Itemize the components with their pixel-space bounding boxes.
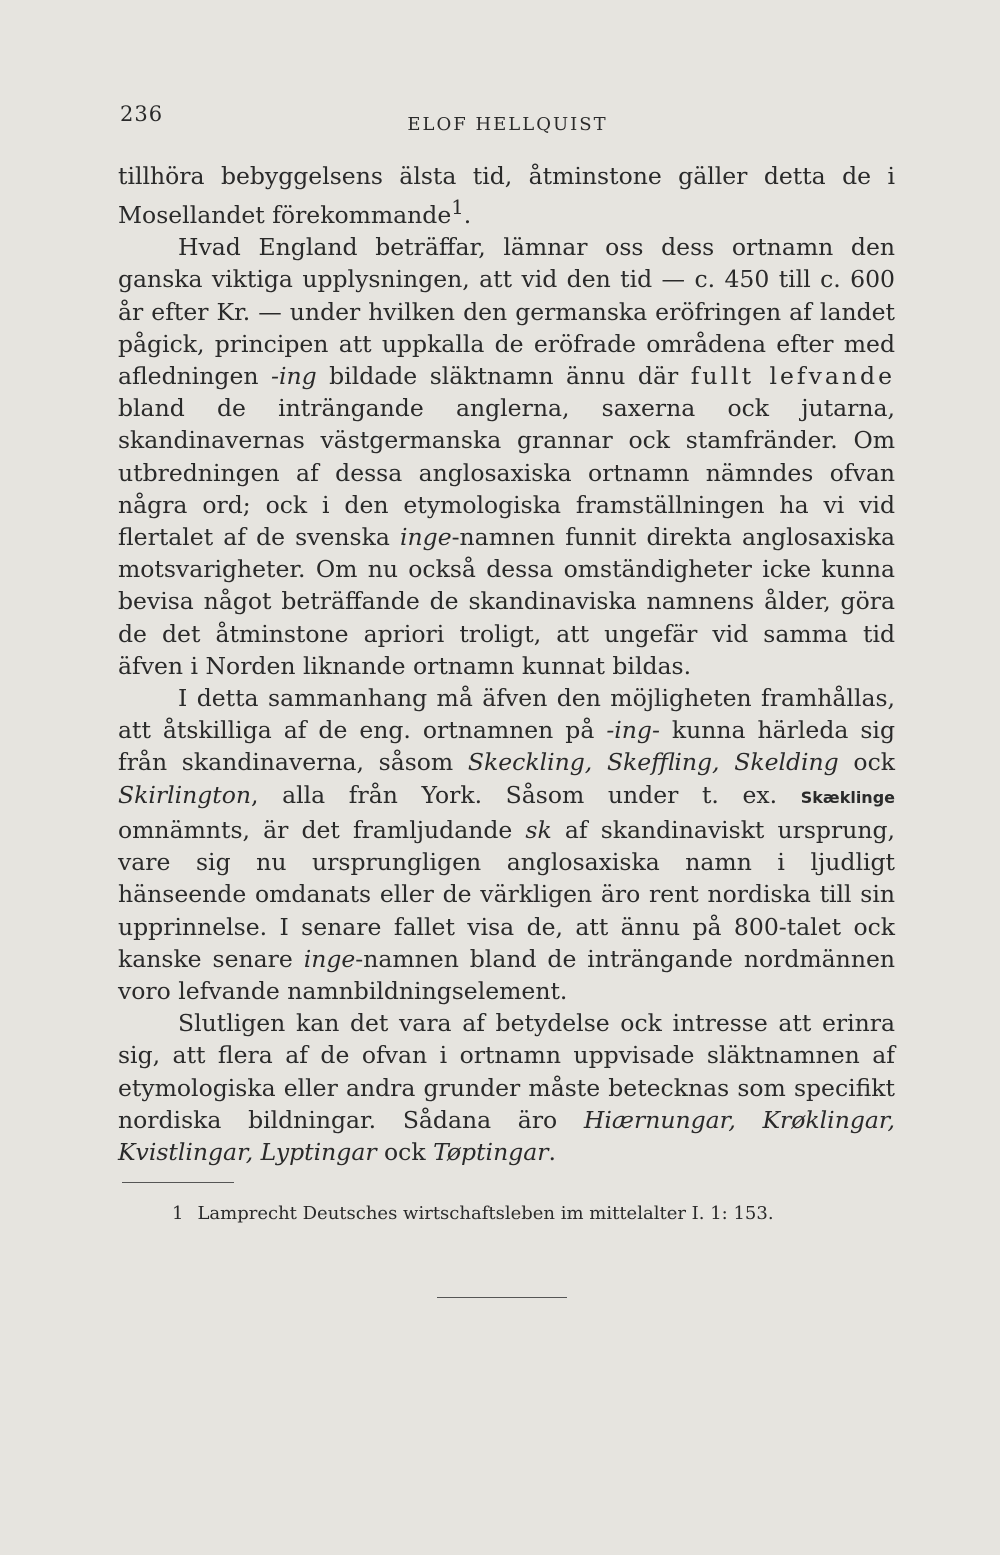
paragraph-4: Slutligen kan det vara af betydelse ock intresse att erinra sig, att flera af de ofvan i ortnamn uppvisade släktnamnen af etymologiska eller andra grunder måste betecknas som specifikt nordiska bildningar. Sådana äro Hiærnungar, Krøklingar, Kvistlingar, Lyptingar ock Tøptingar. (118, 1009, 896, 1166)
footnote-separator (122, 1182, 234, 1183)
paragraph-1: tillhöra bebyggelsens älsta tid, åtminstone gäller detta de i Mosellandet förekommande$^1$. (118, 162, 895, 230)
footnote (172, 1203, 774, 1224)
footnote-reference: 1 (451, 196, 464, 220)
spaced-emphasis: fullt lefvande (690, 362, 895, 391)
page-number: 236 (120, 102, 164, 126)
paragraph-2: Hvad England beträffar, lämnar oss dess ortnamn den ganska viktiga upplysningen, att vid den tid — c. 450 till c. 600 år efter Kr. — under hvilken den germanska eröfringen af landet pågick, principen att uppkalla de eröfrade områdena efter med afledningen -ing bildade släktnamn ännu där fullt lefvande bland de inträngande anglerna, saxerna ock jutarna, skandinavernas västgermanska grannar ock stamfränder. Om utbredningen af dessa anglosaxiska ortnamn nämndes ofvan några ord; ock i den etymologiska framställningen ha vi vid flertalet af de svenska inge-namnen funnit direkta anglosaxiska motsvarigheter. Om nu också dessa omständigheter icke kunna bevisa något beträffande de skandinaviska namnens ålder, göra de det åtminstone apriori troligt, att ungefär vid samma tid äfven i Norden liknande ortnamn kunnat bildas. (118, 233, 895, 680)
footnote-text: Lamprecht Deutsches wirtschaftsleben im mittelalter I. 1: 153. (197, 1203, 774, 1224)
end-rule (437, 1297, 567, 1298)
footnote-mark: 1 (172, 1203, 184, 1224)
place-name-reference: Skæklinge (800, 787, 895, 807)
body-text (118, 160, 895, 1168)
running-head: ELOF HELLQUIST (407, 114, 608, 135)
page-header (120, 100, 895, 140)
paragraph-3: I detta sammanhang må äfven den möjligheten framhållas, att åtskilliga af de eng. ortnamnen på -ing- kunna härleda sig från skandinaverna, såsom Skeckling, Skeffling, Skelding ock Skirlington, alla från York. Såsom under t. ex. Skæklinge omnämnts, är det framljudande sk af skandinaviskt ursprung, vare sig nu ursprungligen anglosaxiska namn i ljudligt hänseende omdanats eller de värkligen äro rent nordiska till sin upprinnelse. I senare fallet visa de, att ännu på 800-talet ock kanske senare inge-namnen bland de inträngande nordmännen voro lefvande namnbildningselement. (118, 684, 895, 1005)
